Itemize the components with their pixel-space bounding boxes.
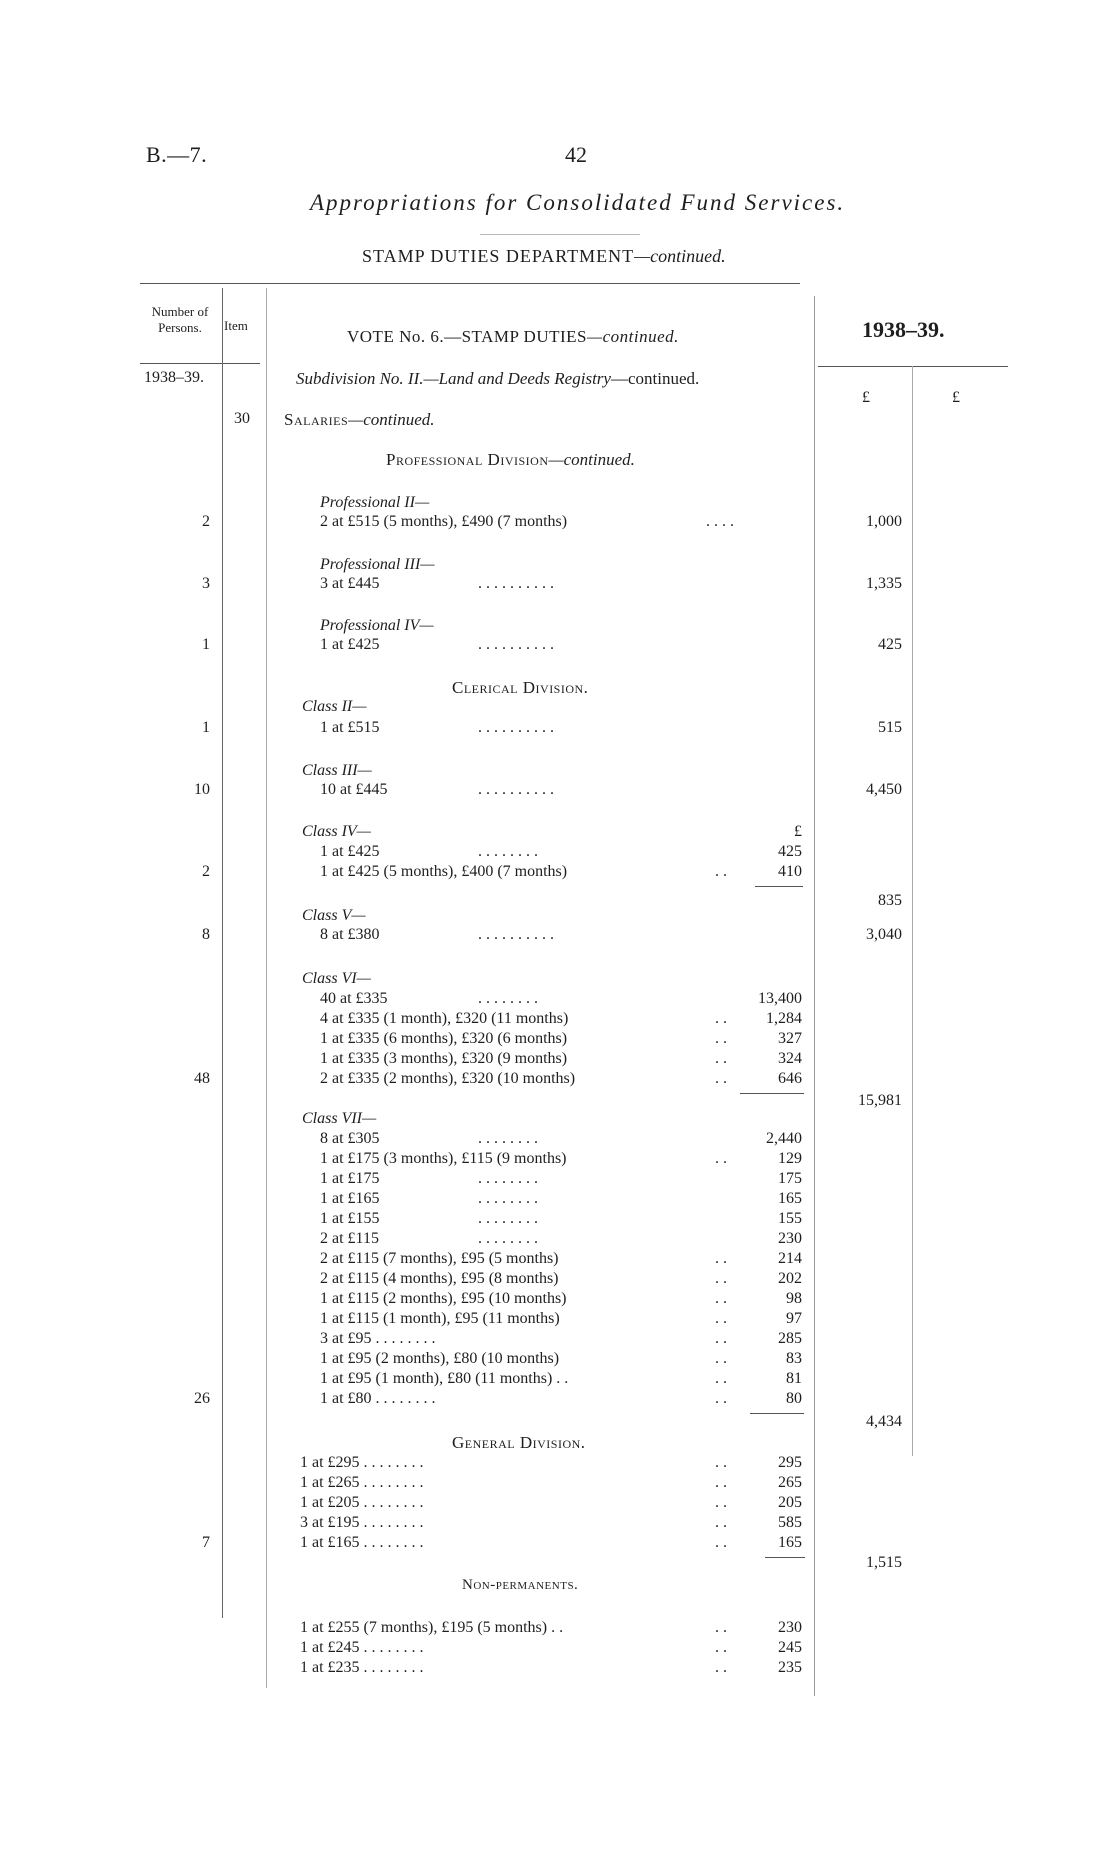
prof3-row xyxy=(0,575,1114,595)
class6-line-5-sub: 646 xyxy=(778,1070,802,1087)
general-line-3-text: 1 at £205 . . . . . . . . xyxy=(300,1494,424,1511)
class4-line-1 xyxy=(0,843,1114,863)
general-line-2 xyxy=(0,1474,1114,1494)
class7-line-7-dots: . . xyxy=(715,1250,727,1267)
nonperm-line-3 xyxy=(0,1659,1114,1679)
subdivision-suffix: —continued. xyxy=(610,369,700,388)
class7-amount: 4,434 xyxy=(866,1413,902,1430)
class7-persons: 26 xyxy=(194,1390,210,1407)
class3-line: 10 at £445 xyxy=(320,781,388,798)
class7-line-11-dots: . . xyxy=(715,1330,727,1347)
class5-line: 8 at £380 xyxy=(320,926,380,943)
nonperm-line-3-text: 1 at £235 . . . . . . . . xyxy=(300,1659,424,1676)
general-persons: 7 xyxy=(202,1534,210,1551)
class7-line-1 xyxy=(0,1130,1114,1150)
class7-line-3 xyxy=(0,1170,1114,1190)
prof3-line: 3 at £445 xyxy=(320,575,380,592)
header-year: 1938–39. xyxy=(862,317,945,342)
prof3-amount: 1,335 xyxy=(866,575,902,592)
class4-line-1-dots: . . . . . . . . xyxy=(478,843,538,860)
nonperm-line-2-sub: 245 xyxy=(778,1639,802,1656)
class6-line-3-dots: . . xyxy=(715,1030,727,1047)
class7-line-3-sub: 175 xyxy=(778,1170,802,1187)
class6-line-3-text: 1 at £335 (6 months), £320 (6 months) xyxy=(320,1030,568,1047)
class2-row xyxy=(0,719,1114,739)
class5-dots: . . . . . . . . . . xyxy=(478,926,554,943)
class6-line-4-text: 1 at £335 (3 months), £320 (9 months) xyxy=(320,1050,568,1067)
class2-dots: . . . . . . . . . . xyxy=(478,719,554,736)
class7-line-5-dots: . . . . . . . . xyxy=(478,1210,538,1227)
class7-line-6-dots: . . . . . . . . xyxy=(478,1230,538,1247)
prof4-title-row xyxy=(0,617,1114,637)
general-line-1-dots: . . xyxy=(715,1454,727,1471)
class3-title-row xyxy=(0,762,1114,782)
class7-line-14-sub: 80 xyxy=(786,1390,802,1407)
class7-line-8-sub: 202 xyxy=(778,1270,802,1287)
pound-symbol: £ xyxy=(862,389,870,406)
vote-title: VOTE No. 6.—STAMP DUTIES xyxy=(347,327,587,346)
class3-dots: . . . . . . . . . . xyxy=(478,781,554,798)
prof4-amount: 425 xyxy=(878,636,902,653)
class7-line-12-sub: 83 xyxy=(786,1350,802,1367)
class3-persons: 10 xyxy=(194,781,210,798)
class7-line-12-text: 1 at £95 (2 months), £80 (10 months) xyxy=(320,1350,560,1367)
general-line-2-sub: 265 xyxy=(778,1474,802,1491)
general-line-4-text: 3 at £195 . . . . . . . . xyxy=(300,1514,424,1531)
class6-line-3 xyxy=(0,1030,1114,1050)
class7-title: Class VII— xyxy=(302,1110,377,1127)
class7-line-7-sub: 214 xyxy=(778,1250,802,1267)
class7-line-11-sub: 285 xyxy=(778,1330,802,1347)
class7-line-14 xyxy=(0,1390,1114,1410)
general-line-2-text: 1 at £265 . . . . . . . . xyxy=(300,1474,424,1491)
subdivision-title: Subdivision No. II.—Land and Deeds Registry xyxy=(296,369,611,388)
general-line-3 xyxy=(0,1494,1114,1514)
class4-persons: 2 xyxy=(202,863,210,880)
class4-line-2 xyxy=(0,863,1114,883)
nonperm-line-1-sub: 230 xyxy=(778,1619,802,1636)
professional-division-suffix: —continued. xyxy=(548,450,635,469)
pound-symbol-second: £ xyxy=(952,389,960,406)
class7-line-1-text: 8 at £305 xyxy=(320,1130,380,1147)
class6-line-1-sub: 13,400 xyxy=(758,990,802,1007)
prof2-amount: 1,000 xyxy=(866,513,902,530)
general-line-1-sub: 295 xyxy=(778,1454,802,1471)
class6-line-4-sub: 324 xyxy=(778,1050,802,1067)
class6-line-4 xyxy=(0,1050,1114,1070)
document-reference: B.—7. xyxy=(146,142,208,167)
header-number-of-persons: Number of Persons. xyxy=(151,304,209,335)
general-amount: 1,515 xyxy=(866,1554,902,1571)
general-line-3-sub: 205 xyxy=(778,1494,802,1511)
class7-line-14-dots: . . xyxy=(715,1390,727,1407)
class7-line-10 xyxy=(0,1310,1114,1330)
class4-title-row xyxy=(0,823,1114,843)
nonperm-line-3-sub: 235 xyxy=(778,1659,802,1676)
nonperm-line-2-text: 1 at £245 . . . . . . . . xyxy=(300,1639,424,1656)
class6-total-row xyxy=(0,1092,1114,1112)
table-top-rule xyxy=(140,283,800,284)
class6-line-1-dots: . . . . . . . . xyxy=(478,990,538,1007)
class7-line-9-dots: . . xyxy=(715,1290,727,1307)
class5-amount: 3,040 xyxy=(866,926,902,943)
prof2-line: 2 at £515 (5 months), £490 (7 months) xyxy=(320,513,568,530)
title-rule xyxy=(480,234,640,235)
class6-line-4-dots: . . xyxy=(715,1050,727,1067)
general-line-4-sub: 585 xyxy=(778,1514,802,1531)
class7-line-6 xyxy=(0,1230,1114,1250)
class7-line-6-text: 2 at £115 xyxy=(320,1230,379,1247)
class7-line-4-dots: . . . . . . . . xyxy=(478,1190,538,1207)
prof3-title: Professional III— xyxy=(320,556,435,573)
class4-total-row xyxy=(0,883,1114,909)
professional-division-label: Professional Division xyxy=(386,450,549,469)
class7-line-8-dots: . . xyxy=(715,1270,727,1287)
general-line-4-dots: . . xyxy=(715,1514,727,1531)
class7-line-1-sub: 2,440 xyxy=(766,1130,802,1147)
prof2-dots: . . . . xyxy=(706,513,734,530)
class2-title: Class II— xyxy=(302,698,367,715)
class7-line-2-dots: . . xyxy=(715,1150,727,1167)
general-line-4 xyxy=(0,1514,1114,1534)
class4-line-2-text: 1 at £425 (5 months), £400 (7 months) xyxy=(320,863,568,880)
nonperm-line-2-dots: . . xyxy=(715,1639,727,1656)
class6-line-2-sub: 1,284 xyxy=(766,1010,802,1027)
class7-line-7-text: 2 at £115 (7 months), £95 (5 months) xyxy=(320,1250,559,1267)
class2-title-row xyxy=(0,698,1114,718)
class7-line-4-text: 1 at £165 xyxy=(320,1190,380,1207)
prof4-persons: 1 xyxy=(202,636,210,653)
class7-line-5-sub: 155 xyxy=(778,1210,802,1227)
class7-title-row xyxy=(0,1110,1114,1130)
class7-line-10-text: 1 at £115 (1 month), £95 (11 months) xyxy=(320,1310,560,1327)
class7-line-8 xyxy=(0,1270,1114,1290)
general-division-heading: General Division. xyxy=(452,1433,586,1452)
class7-total-row xyxy=(0,1413,1114,1433)
department-name: STAMP DUTIES DEPARTMENT xyxy=(362,246,635,266)
class7-line-2-text: 1 at £175 (3 months), £115 (9 months) xyxy=(320,1150,567,1167)
non-permanents-heading: Non-permanents. xyxy=(462,1577,579,1593)
class6-line-5-text: 2 at £335 (2 months), £320 (10 months) xyxy=(320,1070,576,1087)
class6-line-2 xyxy=(0,1010,1114,1030)
class7-line-12 xyxy=(0,1350,1114,1370)
nonperm-line-2 xyxy=(0,1639,1114,1659)
class3-title: Class III— xyxy=(302,762,372,779)
class5-persons: 8 xyxy=(202,926,210,943)
class3-amount: 4,450 xyxy=(866,781,902,798)
class4-line-2-dots: . . xyxy=(715,863,727,880)
nonperm-line-1-dots: . . xyxy=(715,1619,727,1636)
class6-title: Class VI— xyxy=(302,970,371,987)
prof4-line: 1 at £425 xyxy=(320,636,380,653)
class7-line-9-text: 1 at £115 (2 months), £95 (10 months) xyxy=(320,1290,567,1307)
class2-persons: 1 xyxy=(202,719,210,736)
header-item: Item xyxy=(224,318,248,333)
class7-line-2-sub: 129 xyxy=(778,1150,802,1167)
class7-line-13-sub: 81 xyxy=(786,1370,802,1387)
class7-line-13-text: 1 at £95 (1 month), £80 (11 months) . . xyxy=(320,1370,569,1387)
class7-line-11-text: 3 at £95 . . . . . . . . xyxy=(320,1330,436,1347)
page-title: Appropriations for Consolidated Fund Services. xyxy=(310,190,846,215)
class5-title: Class V— xyxy=(302,907,366,924)
class5-title-row xyxy=(0,907,1114,927)
header-vote xyxy=(347,327,679,347)
class7-line-3-text: 1 at £175 xyxy=(320,1170,380,1187)
general-line-3-dots: . . xyxy=(715,1494,727,1511)
department-heading xyxy=(362,246,726,267)
class7-line-10-sub: 97 xyxy=(786,1310,802,1327)
class4-amount: 835 xyxy=(878,892,902,909)
nonperm-line-1 xyxy=(0,1619,1114,1639)
class3-row xyxy=(0,781,1114,801)
class7-line-4 xyxy=(0,1190,1114,1210)
salaries-label: Salaries xyxy=(284,410,349,429)
class4-sub-pound: £ xyxy=(794,823,802,840)
prof3-dots: . . . . . . . . . . xyxy=(478,575,554,592)
professional-division-heading xyxy=(386,450,635,470)
item-number: 30 xyxy=(234,410,250,427)
class6-line-5 xyxy=(0,1070,1114,1090)
prof2-title: Professional II— xyxy=(320,494,430,511)
year-header-rule xyxy=(818,366,1008,367)
class7-line-13-dots: . . xyxy=(715,1370,727,1387)
class7-line-9-sub: 98 xyxy=(786,1290,802,1307)
prof2-title-row xyxy=(0,494,1114,514)
table-header-bottom-rule xyxy=(140,363,260,364)
class7-line-5 xyxy=(0,1210,1114,1230)
prof4-dots: . . . . . . . . . . xyxy=(478,636,554,653)
class4-line-1-sub: 425 xyxy=(778,843,802,860)
general-line-5-dots: . . xyxy=(715,1534,727,1551)
prof2-row xyxy=(0,513,1114,533)
class7-line-13 xyxy=(0,1370,1114,1390)
class7-line-6-sub: 230 xyxy=(778,1230,802,1247)
class6-persons: 48 xyxy=(194,1070,210,1087)
prof3-persons: 3 xyxy=(202,575,210,592)
salaries-heading xyxy=(284,410,435,430)
general-line-5-sub: 165 xyxy=(778,1534,802,1551)
vote-suffix: —continued. xyxy=(586,327,679,346)
class6-line-2-text: 4 at £335 (1 month), £320 (11 months) xyxy=(320,1010,569,1027)
class7-line-10-dots: . . xyxy=(715,1310,727,1327)
class6-line-5-dots: . . xyxy=(715,1070,727,1087)
class7-line-7 xyxy=(0,1250,1114,1270)
class6-title-row xyxy=(0,970,1114,990)
general-total-row xyxy=(0,1554,1114,1574)
general-line-2-dots: . . xyxy=(715,1474,727,1491)
class7-line-11 xyxy=(0,1330,1114,1350)
class6-line-1-text: 40 at £335 xyxy=(320,990,388,1007)
prof2-persons: 2 xyxy=(202,513,210,530)
class6-line-1 xyxy=(0,990,1114,1010)
nonperm-line-3-dots: . . xyxy=(715,1659,727,1676)
nonperm-line-1-text: 1 at £255 (7 months), £195 (5 months) . . xyxy=(300,1619,564,1636)
class7-line-14-text: 1 at £80 . . . . . . . . xyxy=(320,1390,436,1407)
class4-line-2-sub: 410 xyxy=(778,863,802,880)
class6-line-2-dots: . . xyxy=(715,1010,727,1027)
class7-line-1-dots: . . . . . . . . xyxy=(478,1130,538,1147)
class7-line-12-dots: . . xyxy=(715,1350,727,1367)
general-line-5-text: 1 at £165 . . . . . . . . xyxy=(300,1534,424,1551)
general-line-1 xyxy=(0,1454,1114,1474)
subdivision-heading xyxy=(296,369,699,389)
class5-row xyxy=(0,926,1114,946)
general-line-5 xyxy=(0,1534,1114,1554)
class6-amount: 15,981 xyxy=(858,1092,902,1109)
salaries-suffix: —continued. xyxy=(348,410,435,429)
class7-line-5-text: 1 at £155 xyxy=(320,1210,380,1227)
class7-line-2 xyxy=(0,1150,1114,1170)
class7-line-4-sub: 165 xyxy=(778,1190,802,1207)
general-line-1-text: 1 at £295 . . . . . . . . xyxy=(300,1454,424,1471)
prof3-title-row xyxy=(0,556,1114,576)
class4-title: Class IV— xyxy=(302,823,371,840)
prof4-row xyxy=(0,636,1114,656)
prof4-title: Professional IV— xyxy=(320,617,434,634)
department-suffix: —continued. xyxy=(634,246,726,266)
persons-year: 1938–39. xyxy=(144,369,204,386)
class6-line-3-sub: 327 xyxy=(778,1030,802,1047)
class2-line: 1 at £515 xyxy=(320,719,380,736)
class4-line-1-text: 1 at £425 xyxy=(320,843,380,860)
class7-line-3-dots: . . . . . . . . xyxy=(478,1170,538,1187)
class2-amount: 515 xyxy=(878,719,902,736)
clerical-division-heading: Clerical Division. xyxy=(452,678,589,697)
page-number: 42 xyxy=(565,142,587,167)
class7-line-8-text: 2 at £115 (4 months), £95 (8 months) xyxy=(320,1270,559,1287)
class7-line-9 xyxy=(0,1290,1114,1310)
